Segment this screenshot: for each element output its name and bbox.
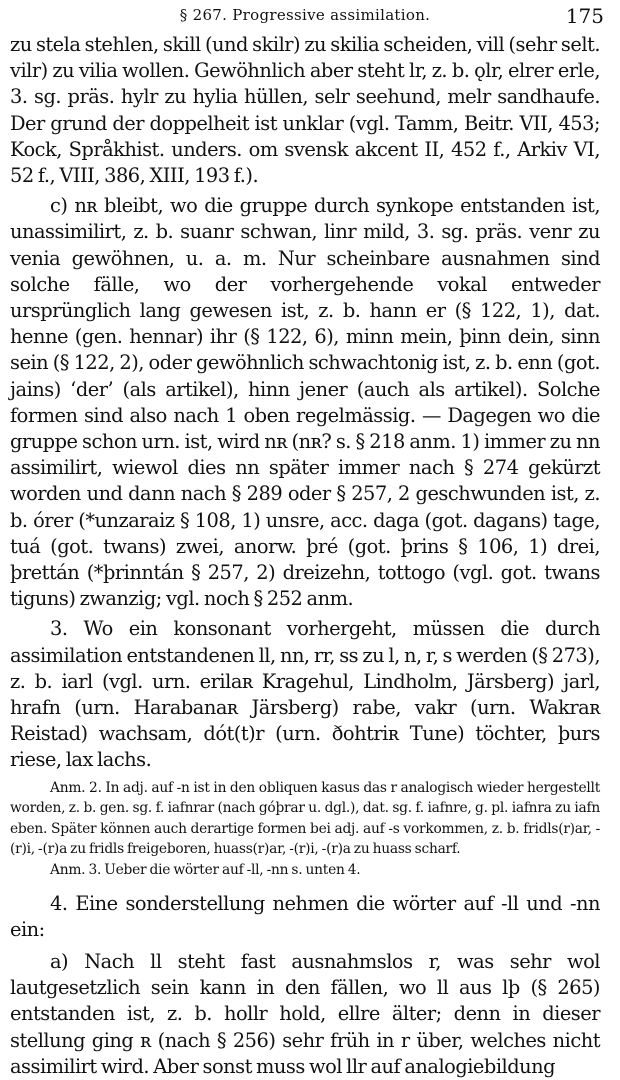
page-header [10, 4, 604, 32]
note-anm-3: Anm. 3. Ueber die wörter auf -ll, -nn s. unten 4. [50, 862, 361, 879]
paragraph-3-consonant: 3. Wo ein konsonant vorhergeht, müssen die durch assimilation entstandenen ll, nn, rr, ss zu l, n, r, s werden (§ 273), z. b. iarl (vgl. urn. erilaʀ Kragehul, Lindholm, Järsberg) jarl, hrafn (urn. Harabanaʀ Järsberg) rabe, vakr (urn. Wakraʀ Reistad) wachsam, dót(t)r (urn. ðohtriʀ Tune) töchter, þurs riese, lax lachs. [10, 617, 600, 772]
running-head: § 267. Progressive assimilation. [179, 6, 431, 24]
note-anm-2: Anm. 2. In adj. auf -n ist in den obliquen kasus das r analogisch wieder hergestellt worden, z. b. gen. sg. f. iafnrar (nach góþrar u. dgl.), dat. sg. f. iafnre, g. pl. iafnra zu iafn eben. Später können auch derartige formen bei adj. auf -s vorkommen, z. b. fridls(r)ar, -(r)i, -(r)a zu fridls freigeboren, huass(r)ar, -(r)i, -(r)a zu huass scharf. [10, 779, 600, 858]
paragraph-4-heading: 4. Eine sonderstellung nehmen die wörter auf -ll und -nn ein: [10, 891, 600, 941]
page-number: 175 [565, 4, 604, 28]
book-page [10, 4, 604, 1080]
paragraph-continuation: zu stela stehlen, skill (und skilr) zu skilia scheiden, vill (sehr selt. vilr) zu vilia wollen. Gewöhnlich aber steht lr, z. b. ǫlr, elrer erle, 3. sg. präs. hylr zu hylia hüllen, selr seehund, melr sandhaufe. Der grund der doppelheit ist unklar (vgl. Tamm, Beitr. VII, 453; Kock, Språkhist. unders. om svensk akcent II, 452 f., Arkiv VI, 52 f., VIII, 386, XIII, 193 f.). [10, 33, 600, 188]
paragraph-c-nr: c) nʀ bleibt, wo die gruppe durch synkope entstanden ist, unassimilirt, z. b. suanr schwan, linr mild, 3. sg. präs. venr zu venia gewöhnen, u. a. m. Nur scheinbare ausnahmen sind solche fälle, wo der vorhergehende vokal entweder ursprünglich lang gewesen ist, z. b. hann er (§ 122, 1), dat. henne (gen. hennar) ihr (§ 122, 6), minn mein, þinn dein, sinn sein (§ 122, 2), oder gewöhnlich schwachtonig ist, z. b. enn (got. jains) ‘der’ (als artikel), hinn jener (auch als artikel). Solche formen sind also nach 1 oben regelmässig. — Dagegen wo die gruppe schon urn. ist, wird nʀ (nʀ? s. § 218 anm. 1) immer zu nn assimilirt, wiewol dies nn später immer nach § 274 gekürzt worden und dann nach § 289 oder § 257, 2 geschwunden ist, z. b. órer (*unzaraiz § 108, 1) unsre, acc. daga (got. dagans) tage, tuá (got. twans) zwei, anorw. þré (got. þrins § 106, 1) drei, þrettán (*þrinntán § 257, 2) dreizehn, tottogo (vgl. got. twans tiguns) zwanzig; vgl. noch § 252 anm. [10, 194, 600, 611]
paragraph-4a: a) Nach ll steht fast ausnahmslos r, was sehr wol lautgesetzlich sein kann in den fällen, wo ll aus lþ (§ 265) entstanden ist, z. b. hollr hold, ellre älter; denn in dieser stellung ging ʀ (nach § 256) sehr früh in r über, welches nicht assimilirt wird. Aber sonst muss wol llr auf analogiebildung [10, 950, 600, 1078]
